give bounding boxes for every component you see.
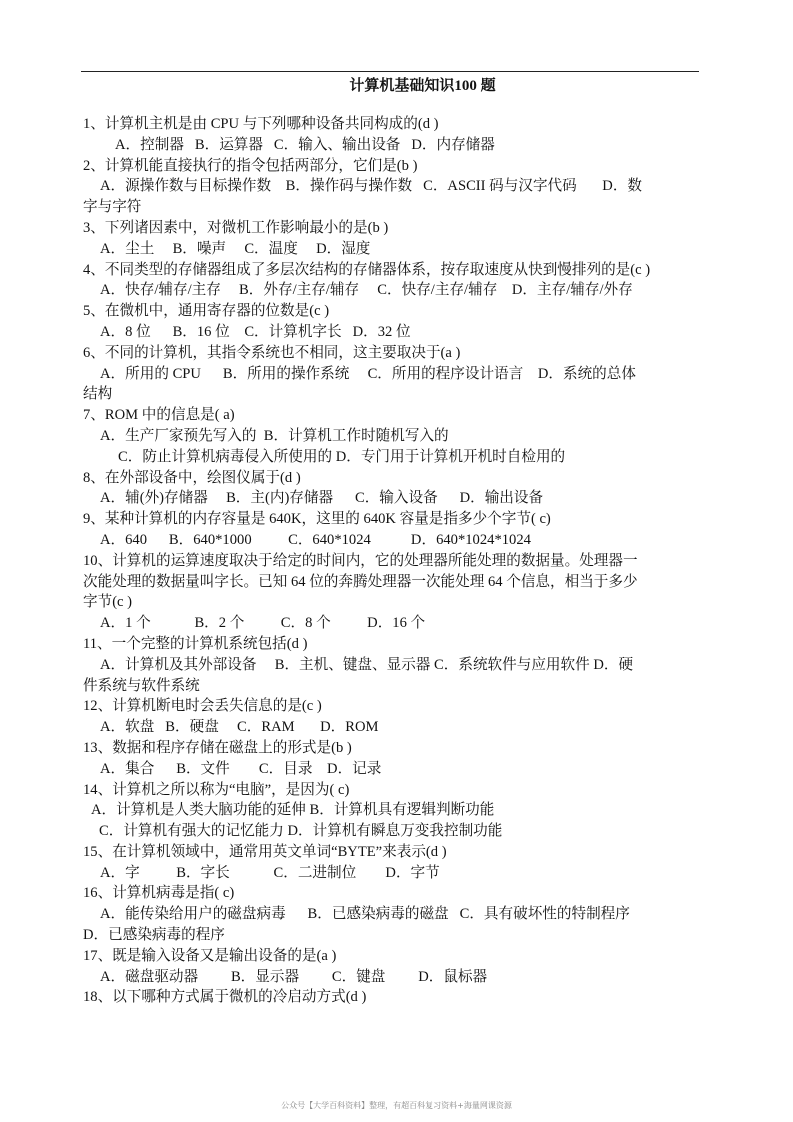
options-line: A．8 位 B．16 位 C．计算机字长 D．32 位 [100, 323, 411, 340]
options-line: A．辅(外)存储器 B．主(内)存储器 C．输入设备 D．输出设备 [100, 490, 544, 507]
question-line: 7、ROM 中的信息是( a) [83, 407, 235, 424]
header-rule [81, 71, 699, 72]
options-line: A．尘土 B．噪声 C．温度 D．湿度 [100, 240, 371, 257]
continuation-line: 次能处理的数据量叫字长。已知 64 位的奔腾处理器一次能处理 64 个信息，相当于多少 [83, 573, 638, 590]
options-line: A．源操作数与目标操作数 B．操作码与操作数 C．ASCII 码与汉字代码 D．数 [100, 178, 643, 195]
options-line: C．防止计算机病毒侵入所使用的 D．专门用于计算机开机时自检用的 [118, 448, 566, 465]
continuation-line: 字节(c ) [83, 594, 133, 611]
options-line: A．控制器 B．运算器 C．输入、输出设备 D．内存储器 [115, 136, 495, 153]
options-line: A．能传染给用户的磁盘病毒 B．已感染病毒的磁盘 C．具有破坏性的特制程序 [100, 906, 630, 923]
question-line: 1、计算机主机是由 CPU 与下列哪种设备共同构成的(d ) [83, 116, 439, 132]
question-line: 2、计算机能直接执行的指令包括两部分，它们是(b ) [83, 157, 418, 174]
options-line: C．计算机有强大的记忆能力 D．计算机有瞬息万变我控制功能 [99, 823, 503, 840]
options-line: A．1 个 B．2 个 C．8 个 D．16 个 [100, 615, 426, 632]
options-line: A．所用的 CPU B．所用的操作系统 C．所用的程序设计语言 D．系统的总体 [100, 365, 636, 382]
options-line: A．640 B．640*1000 C．640*1024 D．640*1024*1024 [100, 531, 531, 548]
continuation-line: 结构 [83, 386, 113, 403]
question-line: 4、不同类型的存储器组成了多层次结构的存储器体系，按存取速度从快到慢排列的是(c ) [83, 261, 651, 278]
document-title: 计算机基础知识100 题 [349, 78, 496, 94]
continuation-line: D．已感染病毒的程序 [83, 927, 225, 944]
continuation-line: 字与字符 [83, 199, 142, 216]
options-line: A．快存/辅存/主存 B．外存/主存/辅存 C．快存/主存/辅存 D．主存/辅存/外存 [100, 282, 633, 299]
question-line: 14、计算机之所以称为“电脑”，是因为( c) [83, 781, 350, 798]
options-line: A．软盘 B．硬盘 C．RAM D．ROM [100, 719, 379, 736]
question-line: 8、在外部设备中，绘图仪属于(d ) [83, 469, 301, 486]
question-line: 15、在计算机领域中，通常用英文单词“BYTE”来表示(d ) [83, 843, 447, 860]
question-line: 5、在微机中，通用寄存器的位数是(c ) [83, 303, 330, 320]
options-line: A．计算机是人类大脑功能的延伸 B．计算机具有逻辑判断功能 [91, 802, 495, 819]
question-line: 3、下列诸因素中，对微机工作影响最小的是(b ) [83, 219, 389, 236]
footer-watermark: 公众号【大学百科资料】整理，有超百科复习资料+海量网课资源 [281, 1101, 512, 1110]
question-line: 18、以下哪种方式属于微机的冷启动方式(d ) [83, 989, 367, 1006]
options-line: A．计算机及其外部设备 B．主机、键盘、显示器 C．系统软件与应用软件 D．硬 [100, 656, 634, 673]
document-body [83, 114, 698, 1008]
options-line: A．字 B．字长 C．二进制位 D．字节 [100, 864, 440, 881]
question-line: 16、计算机病毒是指( c) [83, 885, 235, 902]
question-line: 12、计算机断电时会丢失信息的是(c ) [83, 698, 322, 715]
continuation-line: 件系统与软件系统 [83, 677, 200, 694]
options-line: A．生产厂家预先写入的 B．计算机工作时随机写入的 [100, 427, 449, 444]
question-line: 9、某种计算机的内存容量是 640K，这里的 640K 容量是指多少个字节( c) [83, 511, 551, 528]
options-line: A．磁盘驱动器 B．显示器 C．键盘 D．鼠标器 [100, 968, 488, 985]
question-line: 6、不同的计算机，其指令系统也不相同，这主要取决于(a ) [83, 344, 461, 361]
question-line: 11、一个完整的计算机系统包括(d ) [83, 635, 308, 652]
question-line: 13、数据和程序存储在磁盘上的形式是(b ) [83, 739, 352, 756]
options-line: A．集合 B．文件 C．目录 D．记录 [100, 760, 382, 777]
question-line: 10、计算机的运算速度取决于给定的时间内，它的处理器所能处理的数据量。处理器一 [83, 552, 638, 569]
question-line: 17、既是输入设备又是输出设备的是(a ) [83, 947, 337, 964]
